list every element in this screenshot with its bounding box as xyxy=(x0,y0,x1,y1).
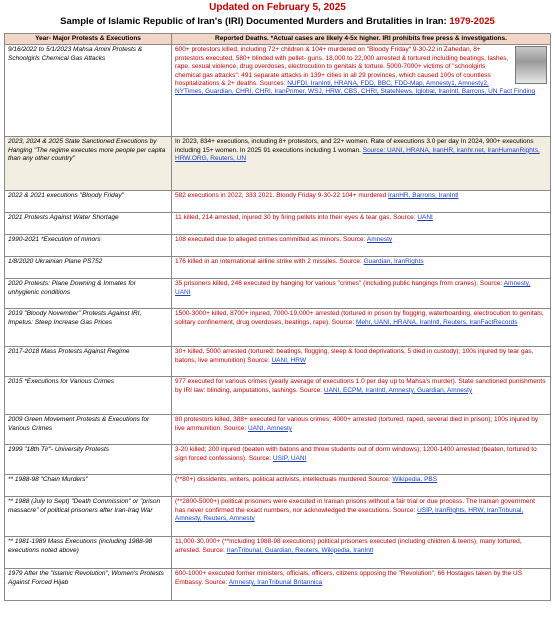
row-label: 2020 Protests: Plane Downing & Inmates for unhygienic conditions xyxy=(5,279,172,309)
row-label: 1990-2021 *Execution of minors xyxy=(5,235,172,257)
source-links[interactable]: IranTribunal, Guardian, Reuters, Wikipedia, IranIntl xyxy=(226,546,374,554)
title-text: Sample of Islamic Republic of Iran's (IRI) Documented Murders and Brutalities in Iran: xyxy=(60,16,450,27)
source-links[interactable]: Amnesty, IranTribunal Britannica xyxy=(228,578,323,586)
row-label: 1999 "18th Tir"- University Protests xyxy=(5,445,172,475)
source-links[interactable]: Amnesty, UANI xyxy=(175,280,531,296)
table-row xyxy=(5,213,551,235)
table-row xyxy=(5,569,551,601)
row-label: 2023, 2024 & 2025 State Sanctioned Executions by Hanging "The regime executes more people per capita than any other country" xyxy=(5,137,172,191)
source-links[interactable]: Amnesty xyxy=(366,236,393,244)
row-details: 108 executed due to alleged crimes committed as minors. Source: Amnesty xyxy=(172,235,551,257)
table-row xyxy=(5,415,551,445)
row-details: 977 executed for various crimes (yearly average of executions 1.0 per day up to Mahsa's murder). State sanctioned punishments by IRI law: blinding, amputations, lashings. Source: UANI, ECPM, IranIntl, Amnesty, Guardian, Amnesty xyxy=(172,377,551,415)
row-label: ** 1981-1989 Mass Executions (including 1988-98 executions noted above) xyxy=(5,537,172,569)
row-details: 3-20 killed; 200 injured (beaten with batons and threw students out of dorm windows); 1200-1400 arrested (beaten, tortured to sign forced confessions). Source: USIP, UANI xyxy=(172,445,551,475)
row-details: 1500-3000+ killed, 8700+ injured, 7000-19,000+ arrested (tortured in prison by flogging, waterboarding, electrocution to genitals, solitary confinement, drug overdoses, beatings, rape). Source: Mehr, UANI, HRANA, IranIntl, Reuters, IranFactRecords xyxy=(172,309,551,347)
row-label: 2019 "Bloody November" Protests Against IRI, Impetus: Steep Increase Gas Prices xyxy=(5,309,172,347)
table-row xyxy=(5,537,551,569)
row-label: 1/8/2020 Ukrainian Plane PS752 xyxy=(5,257,172,279)
row-label: 2015 *Executions for Various Crimes xyxy=(5,377,172,415)
row-label: ** 1988 (July to Sept) "Death Commission" or "prison massacre" of political prisoners after Iran-Iraq War xyxy=(5,497,172,537)
row-details: 176 killed in an international airline strike with 2 missiles. Source: Guardian, IranRights xyxy=(172,257,551,279)
table-row xyxy=(5,309,551,347)
table-row xyxy=(5,347,551,377)
row-details: 11,000-30,000+ (**including 1988-98 executions) political prisoners executed (including children & teens), many tortured, arrested. Source: IranTribunal, Guardian, Reuters, Wikipedia, IranIntl xyxy=(172,537,551,569)
row-label: ** 1988-98 "Chain Murders" xyxy=(5,475,172,497)
table-row xyxy=(5,257,551,279)
row-details: 35 prisoners killed, 246 executed by hanging for various "crimes" (including public hangings from cranes). Source: Amnesty, UANI xyxy=(172,279,551,309)
table-row xyxy=(5,445,551,475)
title-years: 1979-2025 xyxy=(449,16,495,27)
source-links[interactable]: Source: UANI, HRANA, IranHR, iranhr.net, IranHumanRights, HRW.ORG, Reuters, UN xyxy=(175,146,540,163)
atrocities-table xyxy=(4,33,551,601)
row-label: 2009 Green Movement Protests & Executions for Various Crimes xyxy=(5,415,172,445)
table-row xyxy=(5,191,551,213)
source-links[interactable]: Mehr, UANI, HRANA, IranIntl, Reuters, IranFactRecords xyxy=(356,318,518,326)
row-label: 2017-2018 Mass Protests Against Regime xyxy=(5,347,172,377)
source-links[interactable]: NUFDI, IranIntl, HRANA, FDD, BBC, FDD-Map, Amnesty1, Amnesty2, NYTimes, Guardian, CHRI, CHRI, IranPrimer, WSJ, HRW, CBS, CHRI, StateNews, Iglobal, IranIntl, Barrons, UN Fact Finding xyxy=(175,80,536,96)
source-links[interactable]: UANI, HRW xyxy=(271,356,307,364)
source-links[interactable]: IranHR, Barrons, IranIntl xyxy=(388,192,459,200)
table-row xyxy=(5,235,551,257)
source-links[interactable]: USIP, IranRights, HRW, IranTribunal, Amnesty, Reuters, Amnesty xyxy=(175,506,524,523)
col-header-deaths: Reported Deaths. *Actual cases are likely 4-5x higher. IRI prohibits free press & investigations. xyxy=(172,34,551,45)
source-links[interactable]: UANI, ECPM, IranIntl, Amnesty, Guardian, Amnesty xyxy=(323,386,473,394)
source-links[interactable]: Guardian, IranRights xyxy=(363,258,424,266)
table-row xyxy=(5,137,551,191)
source-links[interactable]: Wikipedia, PBS xyxy=(392,476,438,484)
portrait-photo-icon xyxy=(515,46,547,84)
row-label: 1979 After the "Islamic Revolution", Women's Protests Against Forced Hijab xyxy=(5,569,172,601)
row-details: (**80+) dissidents, writers, political activists, intellectuals murdered Source: Wikipedia, PBS xyxy=(172,475,551,497)
table-row xyxy=(5,377,551,415)
row-label: 9/16/2022 to 5/1/2023 Mahsa Amini Protests & Schoolgirls Chemical Gas Attacks xyxy=(5,45,172,137)
row-details: 80 protestors killed, 388+ executed for various crimes; 4000+ arrested (tortured, raped, several died in prison); 100s injured by live ammunition. Source: UANI, Amnesty xyxy=(172,415,551,445)
row-details: In 2023, 834+ executions, including 8+ protestors, and 22+ women. Rate of executions 3.0 per day In 2024, 900+ executions including 15+ women. In 2025 91 executions including 1 woman. Source: UANI, HRANA, IranHR, iranhr.net, IranHumanRights, HRW.ORG, Reuters, UN xyxy=(172,137,551,191)
source-links[interactable]: UANI xyxy=(417,214,433,222)
source-links[interactable]: UANI, Amnesty xyxy=(247,424,293,432)
table-row xyxy=(5,279,551,309)
row-label: 2022 & 2021 executions "Bloody Friday" xyxy=(5,191,172,213)
row-details: 600-1000+ executed former ministers, officials, officers, citizens opposing the "Revolution", 66 Hostages taken by the US Embassy. Source: Amnesty, IranTribunal Britannica xyxy=(172,569,551,601)
row-details: 582 executions in 2022, 333 2021. Bloody Friday 9-30-22 104+ murdered IranHR, Barrons, IranIntl xyxy=(172,191,551,213)
table-header-row xyxy=(5,34,551,45)
row-details: (**2800-5000+) political prisoners were executed in Iranian prisons without a fair trial or due process. The Iranian government has never confirmed the exact numbers, nor acknowledged the executions. Source: USIP, IranRights, HRW, IranTribunal, Amnesty, Reuters, Amnesty xyxy=(172,497,551,537)
row-details: 11 killed, 214 arrested, injured 30 by firing pellets into their eyes & tear gas. Source: UANI xyxy=(172,213,551,235)
document-title xyxy=(0,16,555,27)
row-label: 2021 Protests Against Water Shortage xyxy=(5,213,172,235)
table-row xyxy=(5,45,551,137)
table-row xyxy=(5,475,551,497)
updated-date: Updated on February 5, 2025 xyxy=(209,2,346,13)
table-row xyxy=(5,497,551,537)
col-header-year: Year- Major Protests & Executions xyxy=(5,34,172,45)
row-details: 600+ protestors killed, including 72+ children & 104+ murdered on "Bloody Friday" 9-30-22 in Zahedan, 8+ protestors executed, 580+ blinded with pellet- guns. 18,000 to 22,000 arrested & tortured including beatings, lashes, rape, sexual violence, drug overdoses, electrocution to genitals & torture. 5000-7000+ victims of "schoolgirls chemical gas attacks": 491 separate attacks in 139+ cities in all 29 provinces, which caused 100s of countless hospitalizations & 2+ deaths. Sources: NUFDI, IranIntl, HRANA, FDD, BBC, FDD-Map, Amnesty1, Amnesty2, NYTimes, Guardian, CHRI, CHRI, IranPrimer, WSJ, HRW, CBS, CHRI, StateNews, Iglobal, IranIntl, Barrons, UN Fact Finding xyxy=(172,45,551,137)
row-details: 30+ killed, 5000 arrested (tortured: beatings, flogging, sleep & food deprivations, 5 died in custody); 100s injured by tear gas, batons, live ammunition) Source: UANI, HRW xyxy=(172,347,551,377)
source-links[interactable]: USIP, UANI xyxy=(272,454,307,462)
